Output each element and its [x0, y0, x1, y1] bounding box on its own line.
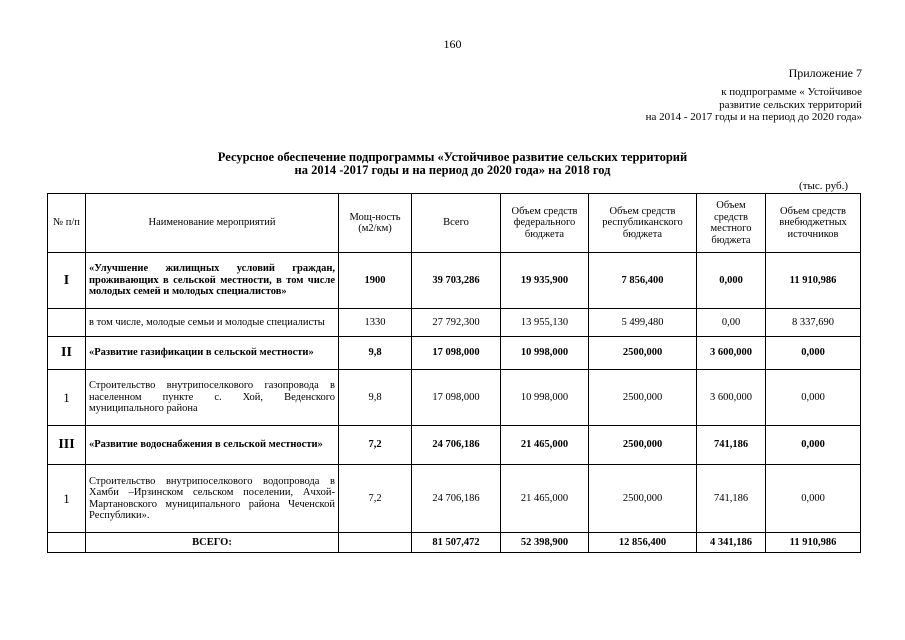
row-republic: 2500,000: [589, 426, 697, 465]
row-republic: 2500,000: [589, 337, 697, 370]
header-local: Объем средств местного бюджета: [697, 194, 766, 253]
row-no: [48, 309, 86, 337]
row-republic: 5 499,480: [589, 309, 697, 337]
table-header-row: [48, 194, 861, 253]
row-extrabudget: 8 337,690: [766, 309, 861, 337]
total-row-republic: 12 856,400: [589, 533, 697, 553]
units-label: (тыс. руб.): [799, 180, 848, 192]
appendix-line: к подпрограмме « Устойчивое: [721, 86, 862, 98]
row-federal: 10 998,000: [501, 370, 589, 426]
row-capacity: 9,8: [339, 370, 412, 426]
row-total: 24 706,186: [412, 426, 501, 465]
row-no: I: [48, 253, 86, 309]
row-capacity: 1900: [339, 253, 412, 309]
row-republic: 2500,000: [589, 465, 697, 533]
total-row-capacity: [339, 533, 412, 553]
row-extrabudget: 0,000: [766, 337, 861, 370]
row-federal: 10 998,000: [501, 337, 589, 370]
row-republic: 2500,000: [589, 370, 697, 426]
row-extrabudget: 11 910,986: [766, 253, 861, 309]
header-federal: Объем средств федерального бюджета: [501, 194, 589, 253]
row-local: 3 600,000: [697, 337, 766, 370]
row-extrabudget: 0,000: [766, 370, 861, 426]
row-no: II: [48, 337, 86, 370]
page-number: 160: [443, 37, 462, 51]
row-total: 27 792,300: [412, 309, 501, 337]
appendix-subtitle: [646, 86, 862, 124]
total-row-federal: 52 398,900: [501, 533, 589, 553]
total-row-total: 81 507,472: [412, 533, 501, 553]
row-no: 1: [48, 370, 86, 426]
header-name: Наименование мероприятий: [86, 194, 339, 253]
header-capacity: Мощ-ность (м2/км): [339, 194, 412, 253]
row-extrabudget: 0,000: [766, 465, 861, 533]
total-row-local: 4 341,186: [697, 533, 766, 553]
row-local: 0,000: [697, 253, 766, 309]
row-name: Строительство внутрипоселкового газопровода в населенном пункте с. Хой, Веденского муниципального района: [86, 370, 339, 426]
document-title-line: на 2014 -2017 годы и на период до 2020 года» на 2018 год: [294, 162, 611, 177]
table-total-row: [48, 533, 861, 553]
table-row: [48, 309, 861, 337]
row-total: 24 706,186: [412, 465, 501, 533]
row-name: «Улучшение жилищных условий граждан, проживающих в сельской местности, в том числе молодых семей и молодых специалистов»: [86, 253, 339, 309]
total-row-no: [48, 533, 86, 553]
resource-table: [47, 193, 861, 553]
table-row: [48, 465, 861, 533]
row-republic: 7 856,400: [589, 253, 697, 309]
row-federal: 13 955,130: [501, 309, 589, 337]
row-name: «Развитие газификации в сельской местности»: [86, 337, 339, 370]
header-no: № п/п: [48, 194, 86, 253]
table-row: [48, 337, 861, 370]
row-name: в том числе, молодые семьи и молодые специалисты: [86, 309, 339, 337]
row-local: 3 600,000: [697, 370, 766, 426]
row-total: 39 703,286: [412, 253, 501, 309]
row-federal: 19 935,900: [501, 253, 589, 309]
row-total: 17 098,000: [412, 337, 501, 370]
row-no: III: [48, 426, 86, 465]
header-total: Всего: [412, 194, 501, 253]
row-federal: 21 465,000: [501, 426, 589, 465]
row-name: Строительство внутрипоселкового водопровода в Хамби –Ирзинском сельском поселении, Ачхой-Мартановского муниципального района Чеченской Республики».: [86, 465, 339, 533]
row-local: 741,186: [697, 465, 766, 533]
row-local: 741,186: [697, 426, 766, 465]
row-local: 0,00: [697, 309, 766, 337]
table-row: [48, 426, 861, 465]
row-federal: 21 465,000: [501, 465, 589, 533]
row-name: «Развитие водоснабжения в сельской местности»: [86, 426, 339, 465]
header-republic: Объем средств республиканского бюджета: [589, 194, 697, 253]
row-extrabudget: 0,000: [766, 426, 861, 465]
appendix-line: развитие сельских территорий: [719, 98, 862, 111]
row-no: 1: [48, 465, 86, 533]
document-title: [0, 151, 905, 176]
total-row-label: ВСЕГО:: [86, 533, 339, 553]
row-capacity: 9,8: [339, 337, 412, 370]
row-total: 17 098,000: [412, 370, 501, 426]
appendix-line: на 2014 - 2017 годы и на период до 2020 года»: [645, 111, 862, 123]
header-extrabudget: Объем средств внебюджетных источников: [766, 194, 861, 253]
table-row: [48, 253, 861, 309]
row-capacity: 7,2: [339, 426, 412, 465]
row-capacity: 7,2: [339, 465, 412, 533]
row-capacity: 1330: [339, 309, 412, 337]
document-title-line: Ресурсное обеспечение подпрограммы «Устойчивое развитие сельских территорий: [217, 150, 688, 164]
total-row-extrabudget: 11 910,986: [766, 533, 861, 553]
table-row: [48, 370, 861, 426]
appendix-title: Приложение 7: [788, 66, 862, 80]
